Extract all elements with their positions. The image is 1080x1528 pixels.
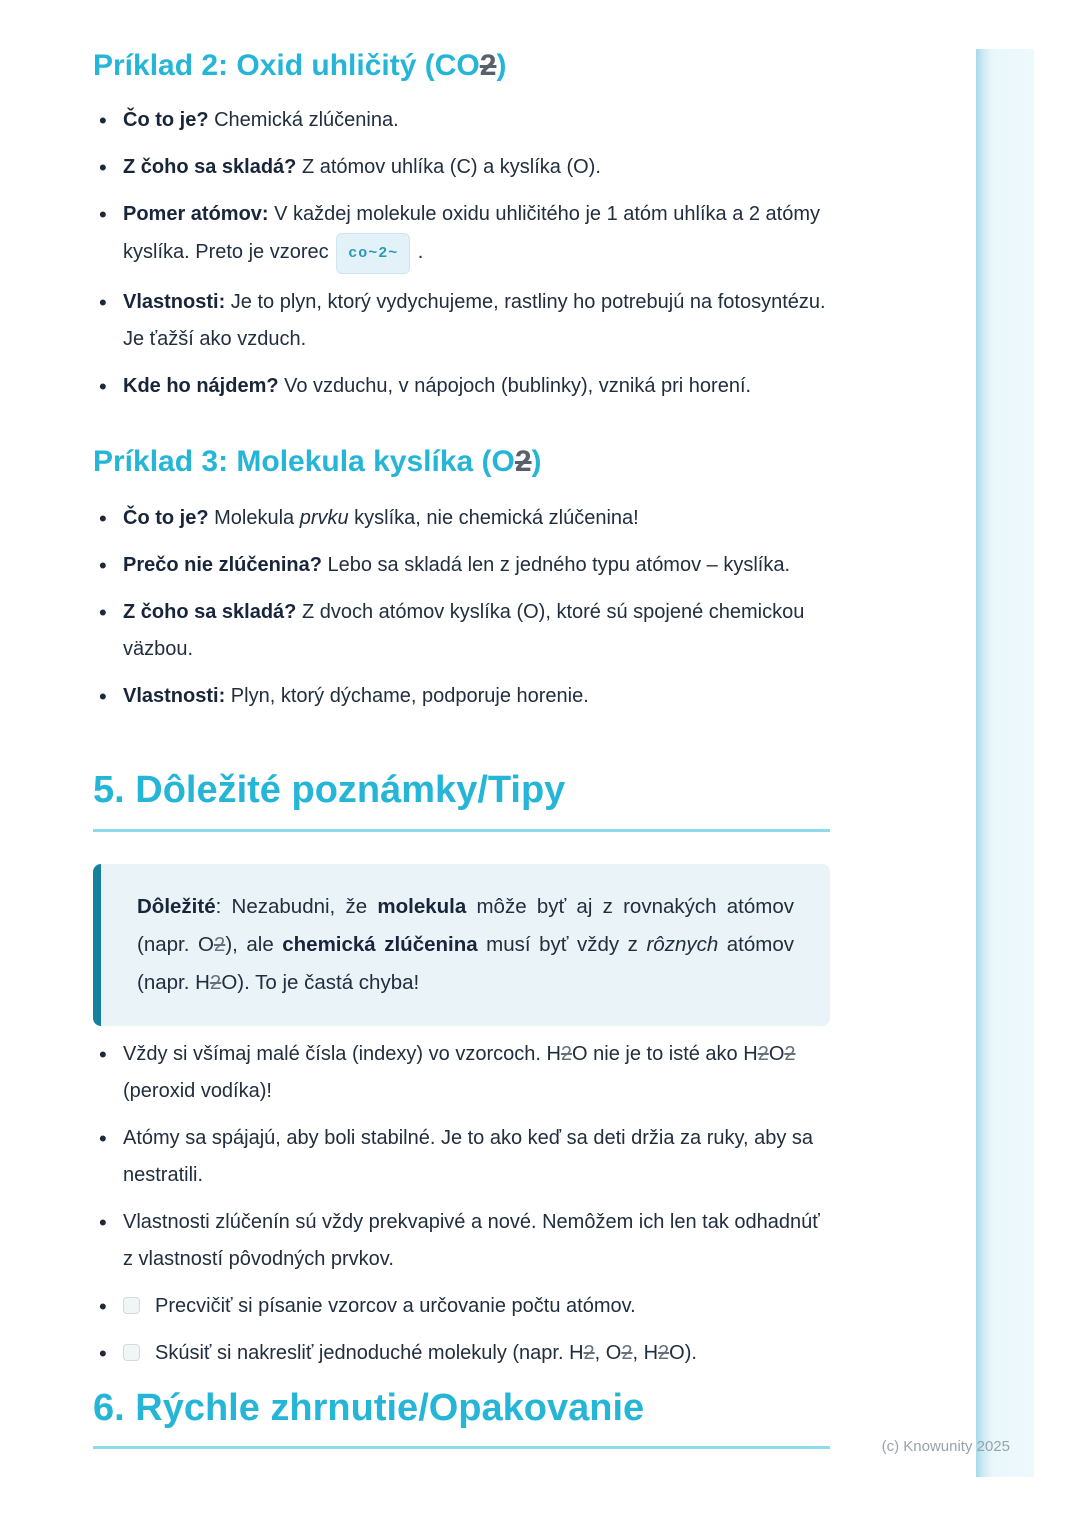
list-item xyxy=(93,284,830,358)
copyright-watermark: (c) Knowunity 2025 xyxy=(881,1438,1010,1455)
list-item xyxy=(93,368,830,405)
item-text: Vo vzduchu, v nápojoch (bublinky), vzniká pri horení. xyxy=(278,375,752,397)
subscript-strikethrough: 2 xyxy=(658,1342,670,1364)
subscript-strikethrough: 2 xyxy=(757,1043,769,1065)
item-text: O nie je to isté ako H xyxy=(572,1043,758,1065)
subscript-strikethrough: 2 xyxy=(621,1342,633,1364)
item-lead: Vlastnosti: xyxy=(123,291,226,313)
bullet-list-priklad-3 xyxy=(93,500,830,725)
callout-text: ), ale xyxy=(225,933,283,956)
list-item xyxy=(93,196,830,274)
callout-text: musí byť vždy z xyxy=(477,933,647,956)
item-text: Precvičiť si písanie vzorcov a určovanie počtu atómov. xyxy=(155,1295,636,1317)
item-text: Atómy sa spájajú, aby boli stabilné. Je to ako keď sa deti držia za ruky, aby sa nestratili. xyxy=(123,1127,814,1186)
list-item-todo xyxy=(93,1288,830,1325)
item-lead: Kde ho nájdem? xyxy=(123,375,279,397)
bullet-list-tipy xyxy=(93,1036,830,1382)
list-item xyxy=(93,547,830,584)
item-text: Lebo sa skladá len z jedného typu atómov – kyslíka. xyxy=(321,554,791,576)
item-text: V každej molekule oxidu uhličitého je 1 atóm uhlíka a 2 atómy kyslíka. Preto je vzorec xyxy=(123,203,821,263)
item-text: . xyxy=(412,241,424,263)
item-text: kyslíka, nie chemická zlúčenina! xyxy=(348,507,639,529)
heading-text: Príklad 2: Oxid uhličitý (CO xyxy=(93,49,480,82)
important-callout xyxy=(93,864,830,1026)
list-item xyxy=(93,102,830,139)
item-text: Z dvoch atómov kyslíka (O), ktoré sú spojené chemickou väzbou. xyxy=(123,601,805,660)
item-lead: Vlastnosti: xyxy=(123,685,226,707)
callout-lead: Dôležité xyxy=(137,895,216,918)
italic-text: prvku xyxy=(299,507,349,529)
list-item xyxy=(93,678,830,715)
heading-priklad-2 xyxy=(93,46,830,86)
bullet-list-priklad-2 xyxy=(93,102,830,415)
item-lead: Z čoho sa skladá? xyxy=(123,156,297,178)
section-underline xyxy=(93,829,830,832)
item-text: Vlastnosti zlúčenín sú vždy prekvapivé a nové. Nemôžem ich len tak odhadnúť z vlastností pôvodných prvkov. xyxy=(123,1211,820,1270)
item-lead: Z čoho sa skladá? xyxy=(123,601,297,623)
subscript-strikethrough: 2 xyxy=(209,971,222,994)
page-edge-bar xyxy=(976,49,1034,1477)
subscript-strikethrough: 2 xyxy=(583,1342,595,1364)
item-text: , H xyxy=(632,1342,659,1364)
italic-text: rôznych xyxy=(646,933,719,956)
inline-code-pill: co~2~ xyxy=(336,233,410,274)
subscript-strikethrough: 2 xyxy=(784,1043,796,1065)
item-text: Skúsiť si nakresliť jednoduché molekuly (napr. H xyxy=(155,1342,584,1364)
heading-priklad-3 xyxy=(93,442,830,482)
item-text: Molekula xyxy=(208,507,300,529)
section-underline xyxy=(93,1446,830,1449)
item-text: Je to plyn, ktorý vydychujeme, rastliny ho potrebujú na fotosyntézu. Je ťažší ako vzduch. xyxy=(123,291,826,350)
item-text: O xyxy=(768,1043,785,1065)
list-item-todo xyxy=(93,1335,830,1372)
subscript-strikethrough: 2 xyxy=(213,933,226,956)
list-item xyxy=(93,500,830,537)
list-item xyxy=(93,1120,830,1194)
subscript-strikethrough: 2 xyxy=(479,49,497,82)
item-text: , O xyxy=(594,1342,622,1364)
list-item xyxy=(93,1036,830,1110)
list-item xyxy=(93,594,830,668)
item-text: (peroxid vodíka)! xyxy=(123,1080,272,1102)
item-text: Plyn, ktorý dýchame, podporuje horenie. xyxy=(225,685,589,707)
item-text: Vždy si všímaj malé čísla (indexy) vo vzorcoch. H xyxy=(123,1043,561,1065)
bold-text: molekula xyxy=(377,895,467,918)
callout-text: : Nezabudni, že xyxy=(215,895,378,918)
callout-text: môže byť aj z rovnakých atómov (napr. O xyxy=(137,895,794,956)
list-item xyxy=(93,1204,830,1278)
list-item xyxy=(93,149,830,186)
item-text: Chemická zlúčenina. xyxy=(208,109,399,131)
item-lead: Čo to je? xyxy=(123,109,209,131)
heading-rychle-zhrnutie: 6. Rýchle zhrnutie/Opakovanie xyxy=(93,1387,645,1429)
heading-text: ) xyxy=(496,49,507,82)
subscript-strikethrough: 2 xyxy=(560,1043,573,1065)
checkbox[interactable] xyxy=(123,1297,140,1314)
heading-text: ) xyxy=(531,445,542,478)
heading-dolezite-poznamky: 5. Dôležité poznámky/Tipy xyxy=(93,769,566,811)
callout-text: atómov (napr. H xyxy=(137,933,795,994)
item-text: O). xyxy=(669,1342,697,1364)
checkbox[interactable] xyxy=(123,1344,140,1361)
subscript-strikethrough: 2 xyxy=(514,445,532,478)
heading-text: Príklad 3: Molekula kyslíka (O xyxy=(93,445,515,478)
item-lead: Prečo nie zlúčenina? xyxy=(123,554,322,576)
item-lead: Čo to je? xyxy=(123,507,209,529)
item-text: Z atómov uhlíka (C) a kyslíka (O). xyxy=(296,156,601,178)
callout-text: O). To je častá chyba! xyxy=(221,971,420,994)
item-lead: Pomer atómov: xyxy=(123,203,269,225)
bold-text: chemická zlúčenina xyxy=(282,933,478,956)
